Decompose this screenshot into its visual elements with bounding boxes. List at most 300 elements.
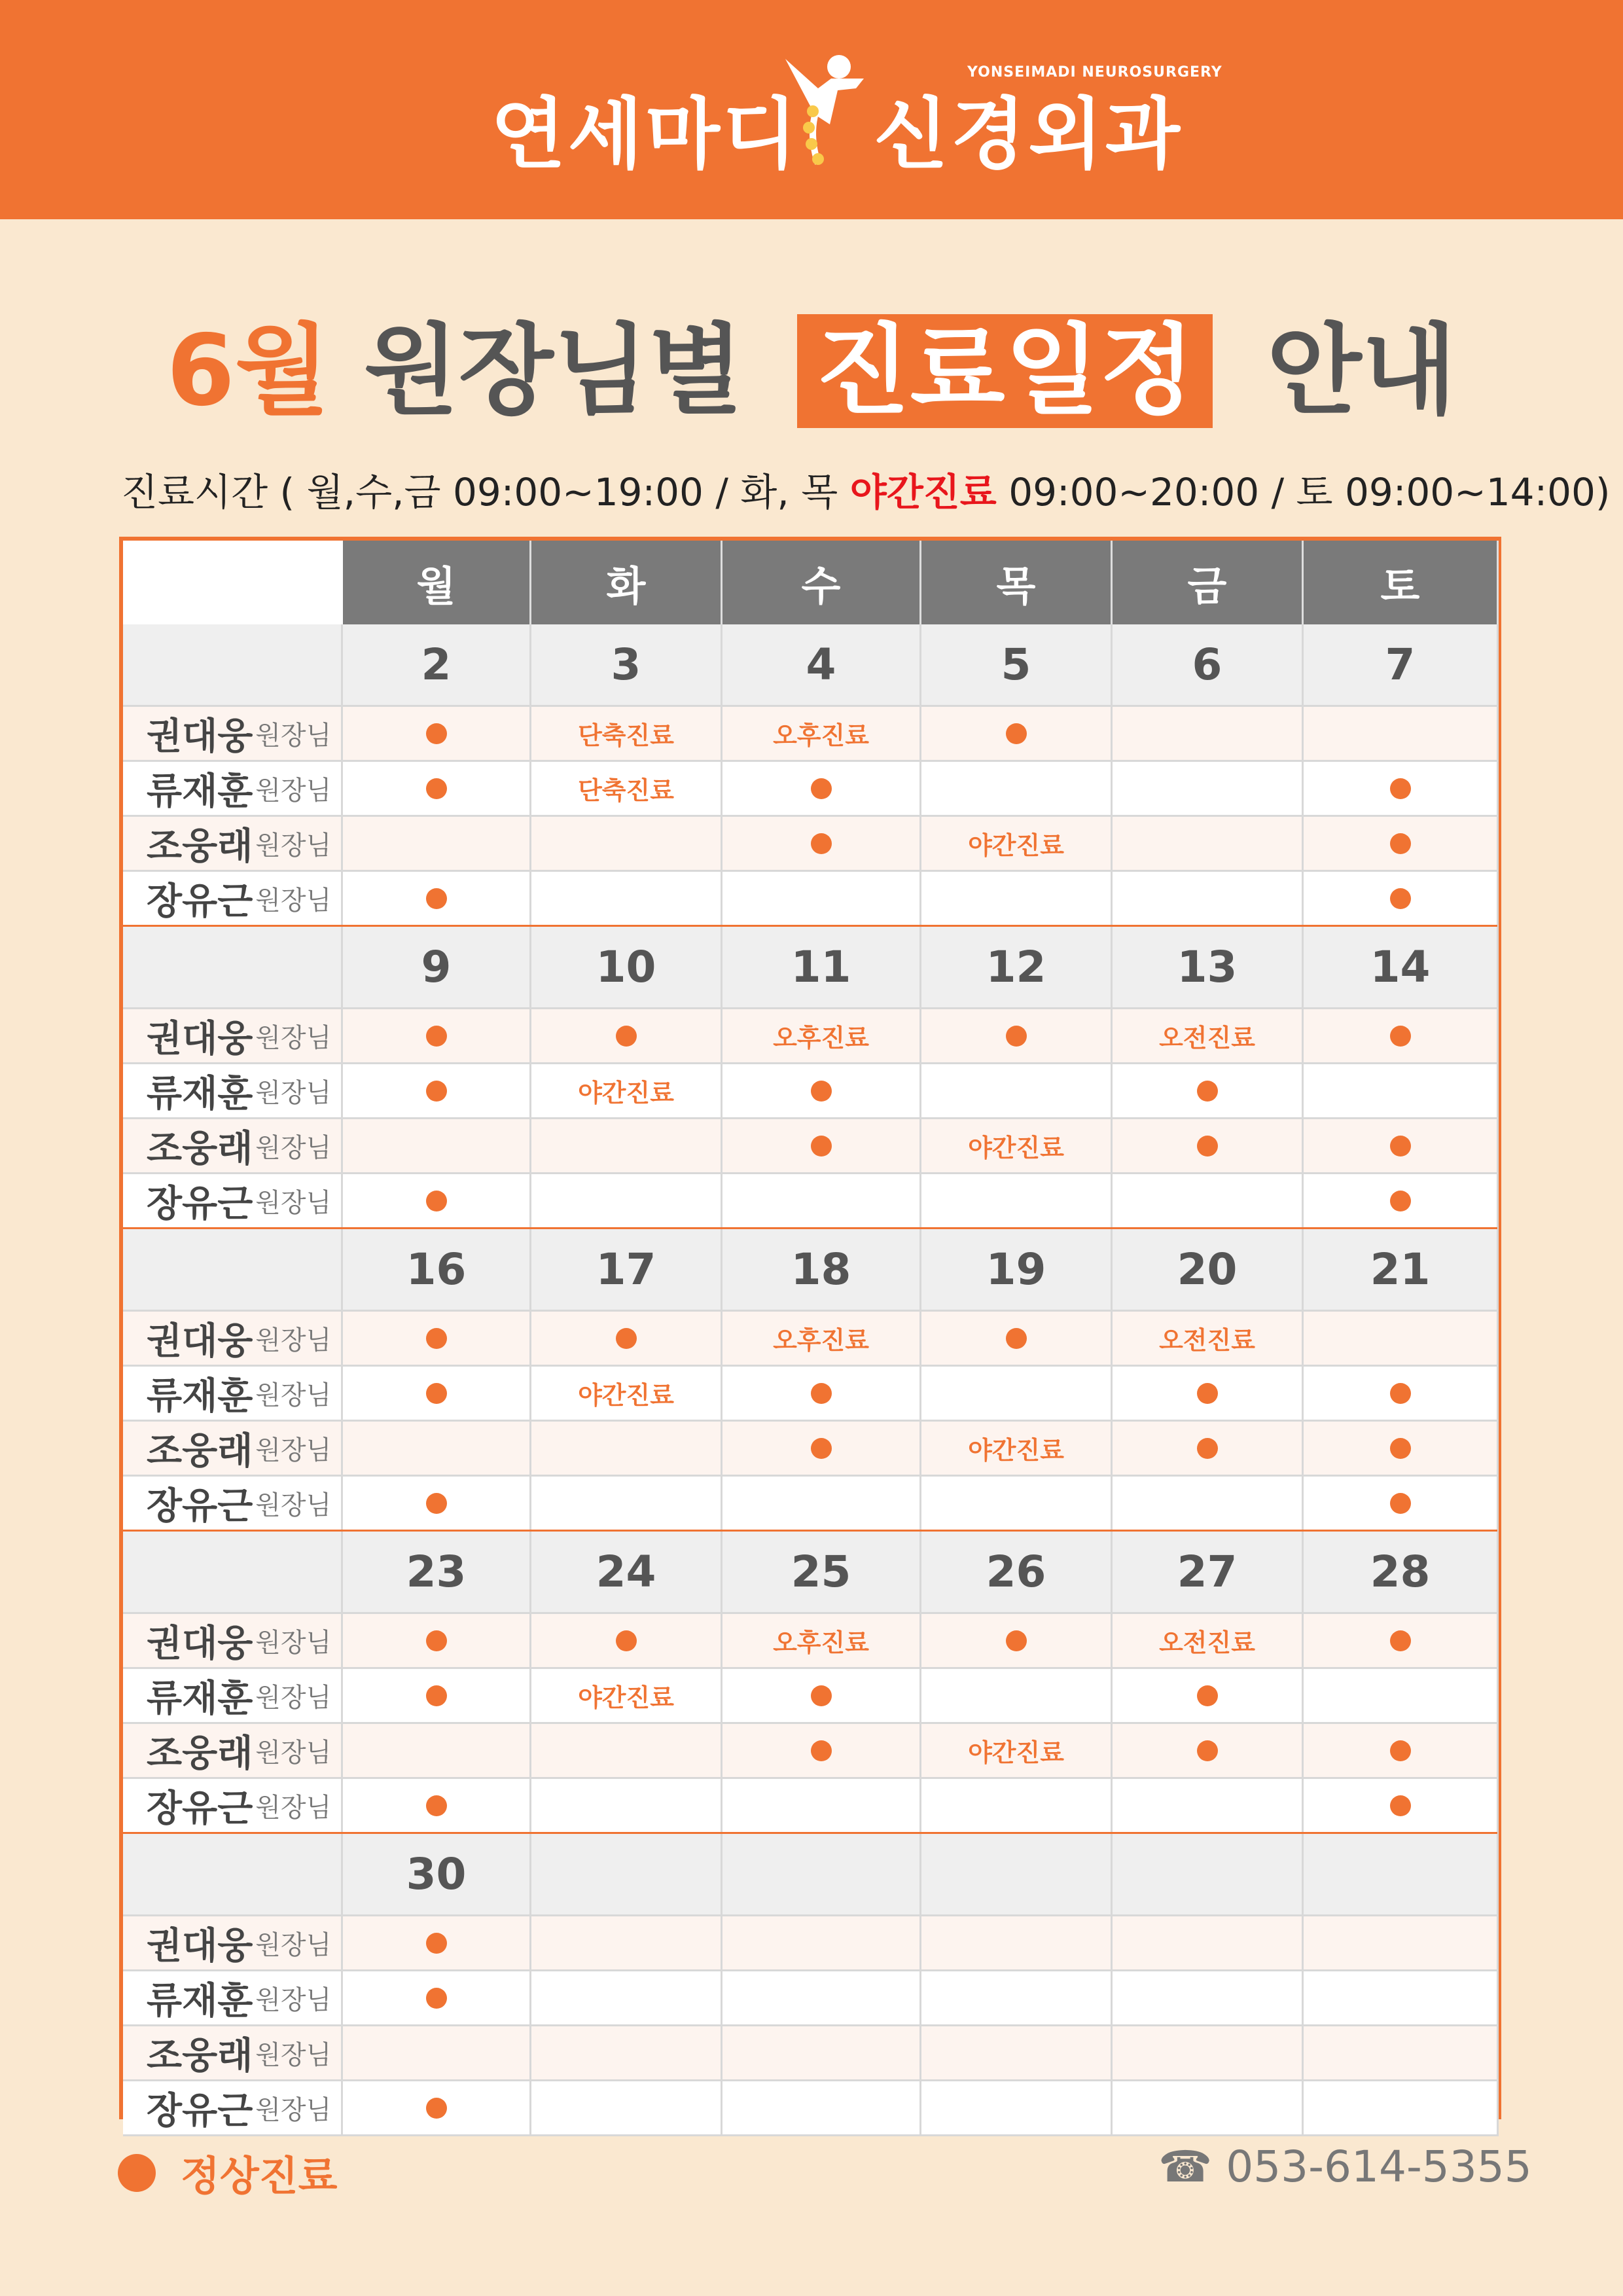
- doctor-name: [123, 1614, 343, 1669]
- schedule-cell: [1113, 1614, 1304, 1669]
- schedule-cell: [343, 1916, 531, 1971]
- doctor-title-suffix: 원장님: [255, 1683, 332, 1713]
- doctor-title-suffix: 원장님: [255, 1023, 332, 1053]
- date-cell: [921, 1834, 1113, 1916]
- date-cell: 27: [1113, 1532, 1304, 1614]
- doctor-title-suffix: 원장님: [255, 721, 332, 751]
- title-part2: 안내: [1266, 314, 1457, 428]
- normal-clinic-dot-icon: [1390, 1740, 1411, 1761]
- date-cell: 9: [343, 927, 531, 1009]
- header-corner: [123, 541, 343, 624]
- schedule-cell: [1304, 1971, 1499, 2026]
- doctor-title-suffix: 원장님: [255, 1325, 332, 1355]
- schedule-cell: [921, 1009, 1113, 1064]
- hours-prefix: 진료시간 ( 월,수,금 09:00~19:00 / 화, 목: [121, 470, 850, 514]
- hours-night-label: 야간진료: [849, 470, 997, 514]
- schedule-cell: [343, 1009, 531, 1064]
- schedule-cell: [921, 762, 1113, 817]
- doctor-name-text: 권대웅: [147, 1924, 253, 1967]
- phone-icon: ☎: [1158, 2142, 1213, 2192]
- schedule-cell: [722, 1119, 921, 1174]
- schedule-note: 야간진료: [578, 1079, 674, 1107]
- doctor-name-text: 류재훈: [147, 770, 253, 813]
- schedule-cell: [1304, 1174, 1499, 1229]
- schedule-cell: [343, 2026, 531, 2081]
- schedule-cell: [531, 1971, 722, 2026]
- schedule-cell: [1304, 1779, 1499, 1834]
- date-cell: [1304, 1834, 1499, 1916]
- schedule-cell: [1113, 1971, 1304, 2026]
- schedule-cell: [1304, 1367, 1499, 1422]
- schedule-cell: [1304, 1477, 1499, 1532]
- normal-clinic-dot-icon: [811, 833, 832, 854]
- normal-clinic-dot-icon: [1390, 1493, 1411, 1514]
- logo-text-right: 신경외과: [874, 89, 1183, 179]
- doctor-name: [123, 1009, 343, 1064]
- schedule-cell: [1304, 1669, 1499, 1724]
- schedule-cell: [531, 1367, 722, 1422]
- schedule-cell: [722, 1669, 921, 1724]
- doctor-name-text: 조웅래: [147, 1429, 253, 1473]
- weekday-header: 토: [1304, 541, 1499, 624]
- schedule-cell: [921, 1669, 1113, 1724]
- date-cell: 2: [343, 624, 531, 707]
- date-cell: 25: [722, 1532, 921, 1614]
- schedule-cell: [531, 1614, 722, 1669]
- doctor-name: [123, 1724, 343, 1779]
- header-bar: [0, 0, 1623, 219]
- schedule-cell: [1113, 1312, 1304, 1367]
- schedule-cell: [722, 1009, 921, 1064]
- schedule-cell: [1113, 1724, 1304, 1779]
- doctor-title-suffix: 원장님: [255, 2040, 332, 2070]
- schedule-cell: [343, 2081, 531, 2136]
- doctor-title-suffix: 원장님: [255, 1435, 332, 1465]
- doctor-name: [123, 1477, 343, 1532]
- doctor-title-suffix: 원장님: [255, 886, 332, 916]
- schedule-cell: [1304, 707, 1499, 762]
- doctor-name: [123, 707, 343, 762]
- schedule-cell: [531, 1174, 722, 1229]
- doctor-title-suffix: 원장님: [255, 1078, 332, 1108]
- weekday-header: 목: [921, 541, 1113, 624]
- doctor-name: [123, 1422, 343, 1477]
- doctor-name-text: 류재훈: [147, 1072, 253, 1115]
- schedule-cell: [921, 1119, 1113, 1174]
- schedule-cell: [722, 1971, 921, 2026]
- schedule-cell: [921, 707, 1113, 762]
- schedule-note: 야간진료: [968, 1738, 1064, 1767]
- doctor-name: [123, 1669, 343, 1724]
- normal-clinic-dot-icon: [426, 1328, 447, 1349]
- schedule-cell: [1113, 1779, 1304, 1834]
- logo-text-left: 연세마디: [491, 89, 800, 179]
- schedule-cell: [343, 1779, 531, 1834]
- schedule-note: 오후진료: [773, 1628, 869, 1657]
- schedule-cell: [343, 1064, 531, 1119]
- normal-clinic-dot-icon: [426, 1026, 447, 1047]
- date-cell: 6: [1113, 624, 1304, 707]
- legend-label: 정상진료: [181, 2152, 338, 2200]
- schedule-cell: [1304, 817, 1499, 872]
- schedule-cell: [531, 707, 722, 762]
- date-cell: 23: [343, 1532, 531, 1614]
- doctor-title-suffix: 원장님: [255, 1380, 332, 1410]
- normal-clinic-dot-icon: [426, 778, 447, 799]
- doctor-name-text: 권대웅: [147, 1319, 253, 1363]
- phone-text: 053-614-5355: [1226, 2142, 1532, 2192]
- normal-clinic-dot-icon: [1197, 1740, 1218, 1761]
- schedule-cell: [1304, 1064, 1499, 1119]
- schedule-cell: [722, 1614, 921, 1669]
- date-cell: 28: [1304, 1532, 1499, 1614]
- schedule-cell: [921, 872, 1113, 927]
- date-cell: 3: [531, 624, 722, 707]
- doctor-name-text: 권대웅: [147, 715, 253, 758]
- schedule-cell: [722, 1779, 921, 1834]
- doctor-name-text: 장유근: [147, 2089, 253, 2132]
- normal-clinic-dot-icon: [1390, 833, 1411, 854]
- date-row-label: [123, 927, 343, 1009]
- doctor-title-suffix: 원장님: [255, 1930, 332, 1960]
- schedule-cell: [343, 1119, 531, 1174]
- schedule-cell: [531, 1779, 722, 1834]
- schedule-cell: [531, 1669, 722, 1724]
- schedule-cell: [1304, 1916, 1499, 1971]
- schedule-cell: [1113, 1669, 1304, 1724]
- normal-clinic-dot-icon: [1390, 1383, 1411, 1404]
- date-cell: 30: [343, 1834, 531, 1916]
- doctor-name: [123, 1312, 343, 1367]
- normal-clinic-dot-icon: [1006, 1630, 1027, 1651]
- logo-english-text: YONSEIMADI NEUROSURGERY: [967, 64, 1222, 81]
- schedule-cell: [921, 1312, 1113, 1367]
- doctor-name-text: 권대웅: [147, 1017, 253, 1060]
- doctor-name-text: 조웅래: [147, 1127, 253, 1170]
- date-cell: [722, 1834, 921, 1916]
- schedule-note: 야간진료: [968, 1436, 1064, 1465]
- normal-clinic-dot-icon: [1006, 1328, 1027, 1349]
- doctor-title-suffix: 원장님: [255, 776, 332, 806]
- schedule-cell: [531, 1064, 722, 1119]
- normal-clinic-dot-icon: [426, 1191, 447, 1211]
- date-row-label: [123, 1532, 343, 1614]
- schedule-cell: [1113, 817, 1304, 872]
- normal-clinic-dot-icon: [1197, 1438, 1218, 1459]
- normal-clinic-dot-icon: [1006, 1026, 1027, 1047]
- schedule-cell: [1113, 1064, 1304, 1119]
- schedule-cell: [343, 1422, 531, 1477]
- normal-clinic-dot-icon: [1390, 1136, 1411, 1157]
- weekday-header: 수: [722, 541, 921, 624]
- schedule-note: 단축진료: [578, 776, 674, 805]
- schedule-note: 오전진료: [1159, 1024, 1255, 1052]
- doctor-title-suffix: 원장님: [255, 1738, 332, 1768]
- schedule-note: 야간진료: [968, 1134, 1064, 1162]
- doctor-name-text: 조웅래: [147, 825, 253, 868]
- doctor-name: [123, 1779, 343, 1834]
- schedule-cell: [343, 817, 531, 872]
- normal-clinic-dot-icon: [811, 1438, 832, 1459]
- date-row-label: [123, 1229, 343, 1312]
- weekday-header: 월: [343, 541, 531, 624]
- schedule-note: 오후진료: [773, 721, 869, 750]
- schedule-cell: [722, 1367, 921, 1422]
- date-cell: 13: [1113, 927, 1304, 1009]
- doctor-name: [123, 1367, 343, 1422]
- doctor-name: [123, 1064, 343, 1119]
- schedule-cell: [531, 2026, 722, 2081]
- doctor-name: [123, 2026, 343, 2081]
- doctor-title-suffix: 원장님: [255, 1490, 332, 1520]
- schedule-cell: [1304, 1009, 1499, 1064]
- doctor-name: [123, 1174, 343, 1229]
- date-cell: 12: [921, 927, 1113, 1009]
- normal-clinic-dot-icon: [811, 1383, 832, 1404]
- schedule-cell: [1304, 872, 1499, 927]
- hours-suffix: 09:00~20:00 / 토 09:00~14:00): [996, 470, 1611, 514]
- normal-clinic-dot-icon: [1197, 1685, 1218, 1706]
- schedule-cell: [1113, 1367, 1304, 1422]
- doctor-title-suffix: 원장님: [255, 1133, 332, 1163]
- doctor-title-suffix: 원장님: [255, 1793, 332, 1823]
- schedule-cell: [722, 1724, 921, 1779]
- schedule-cell: [722, 1174, 921, 1229]
- schedule-cell: [921, 1064, 1113, 1119]
- schedule-cell: [921, 1367, 1113, 1422]
- date-cell: 14: [1304, 927, 1499, 1009]
- schedule-cell: [1304, 1312, 1499, 1367]
- schedule-cell: [343, 1312, 531, 1367]
- doctor-name: [123, 1916, 343, 1971]
- schedule-cell: [722, 2081, 921, 2136]
- normal-clinic-dot-icon: [811, 1685, 832, 1706]
- date-cell: 16: [343, 1229, 531, 1312]
- schedule-cell: [722, 707, 921, 762]
- schedule-cell: [1304, 1422, 1499, 1477]
- date-cell: 26: [921, 1532, 1113, 1614]
- date-cell: 20: [1113, 1229, 1304, 1312]
- schedule-note: 야간진료: [968, 831, 1064, 860]
- normal-clinic-dot-icon: [1390, 1026, 1411, 1047]
- schedule-cell: [1304, 762, 1499, 817]
- schedule-cell: [921, 1779, 1113, 1834]
- schedule-cell: [1113, 2026, 1304, 2081]
- normal-clinic-dot-icon: [616, 1630, 637, 1651]
- schedule-cell: [343, 1174, 531, 1229]
- date-cell: 4: [722, 624, 921, 707]
- normal-clinic-dot-icon: [426, 1383, 447, 1404]
- doctor-name-text: 류재훈: [147, 1677, 253, 1720]
- schedule-cell: [921, 1724, 1113, 1779]
- normal-clinic-dot-icon: [616, 1328, 637, 1349]
- normal-clinic-dot-icon: [426, 1933, 447, 1954]
- schedule-cell: [343, 872, 531, 927]
- normal-clinic-dot-icon: [1006, 723, 1027, 744]
- schedule-cell: [343, 707, 531, 762]
- schedule-cell: [1113, 1916, 1304, 1971]
- date-cell: 7: [1304, 624, 1499, 707]
- doctor-title-suffix: 원장님: [255, 1188, 332, 1218]
- schedule-cell: [531, 1916, 722, 1971]
- schedule-cell: [1304, 2026, 1499, 2081]
- doctor-title-suffix: 원장님: [255, 2095, 332, 2125]
- schedule-cell: [722, 1916, 921, 1971]
- doctor-name-text: 조웅래: [147, 2034, 253, 2077]
- normal-clinic-dot-icon: [1390, 1795, 1411, 1816]
- schedule-cell: [531, 1477, 722, 1532]
- schedule-cell: [531, 1009, 722, 1064]
- normal-clinic-dot-icon: [1390, 1630, 1411, 1651]
- schedule-note: 오전진료: [1159, 1326, 1255, 1355]
- doctor-name-text: 장유근: [147, 880, 253, 923]
- normal-clinic-dot-icon: [811, 778, 832, 799]
- schedule-cell: [531, 762, 722, 817]
- schedule-cell: [1113, 1119, 1304, 1174]
- normal-clinic-dot-icon: [426, 1630, 447, 1651]
- title-part1: 원장님별: [364, 314, 743, 428]
- phone-number: [1158, 2142, 1532, 2192]
- date-cell: 21: [1304, 1229, 1499, 1312]
- doctor-name-text: 류재훈: [147, 1374, 253, 1418]
- schedule-cell: [1113, 1174, 1304, 1229]
- doctor-name-text: 장유근: [147, 1182, 253, 1225]
- doctor-name: [123, 762, 343, 817]
- normal-clinic-dot-icon: [1197, 1383, 1218, 1404]
- weekday-header: 화: [531, 541, 722, 624]
- schedule-note: 오후진료: [773, 1326, 869, 1355]
- normal-clinic-dot-icon: [426, 1685, 447, 1706]
- schedule-table: [119, 537, 1501, 2132]
- normal-clinic-dot-icon: [1390, 888, 1411, 909]
- normal-clinic-dot-icon: [426, 723, 447, 744]
- normal-clinic-dot-icon: [811, 1081, 832, 1102]
- date-cell: 5: [921, 624, 1113, 707]
- normal-clinic-dot-icon: [1197, 1136, 1218, 1157]
- doctor-name-text: 류재훈: [147, 1979, 253, 2022]
- schedule-cell: [343, 1477, 531, 1532]
- doctor-name-text: 권대웅: [147, 1622, 253, 1665]
- doctor-title-suffix: 원장님: [255, 831, 332, 861]
- normal-clinic-dot-icon: [426, 2098, 447, 2119]
- schedule-note: 단축진료: [578, 721, 674, 750]
- schedule-cell: [722, 1477, 921, 1532]
- date-cell: [531, 1834, 722, 1916]
- schedule-cell: [921, 1614, 1113, 1669]
- schedule-cell: [531, 1422, 722, 1477]
- date-cell: [1113, 1834, 1304, 1916]
- schedule-cell: [921, 1174, 1113, 1229]
- normal-clinic-dot-icon: [1390, 1438, 1411, 1459]
- schedule-cell: [343, 1724, 531, 1779]
- date-cell: 24: [531, 1532, 722, 1614]
- schedule-cell: [722, 872, 921, 927]
- normal-clinic-dot-icon: [811, 1740, 832, 1761]
- schedule-cell: [722, 817, 921, 872]
- date-cell: 17: [531, 1229, 722, 1312]
- schedule-note: 야간진료: [578, 1683, 674, 1712]
- date-cell: 19: [921, 1229, 1113, 1312]
- schedule-cell: [343, 1614, 531, 1669]
- schedule-cell: [722, 1064, 921, 1119]
- schedule-cell: [722, 2026, 921, 2081]
- title-month: 6월: [166, 314, 330, 428]
- doctor-name-text: 조웅래: [147, 1732, 253, 1775]
- schedule-cell: [531, 817, 722, 872]
- doctor-title-suffix: 원장님: [255, 1628, 332, 1658]
- schedule-cell: [722, 762, 921, 817]
- schedule-cell: [1113, 707, 1304, 762]
- schedule-cell: [722, 1312, 921, 1367]
- schedule-cell: [1113, 1477, 1304, 1532]
- normal-clinic-dot-icon: [426, 1493, 447, 1514]
- schedule-cell: [1113, 762, 1304, 817]
- schedule-cell: [343, 1367, 531, 1422]
- schedule-note: 야간진료: [578, 1381, 674, 1410]
- normal-clinic-dot-icon: [426, 888, 447, 909]
- schedule-cell: [1113, 1422, 1304, 1477]
- schedule-cell: [921, 1422, 1113, 1477]
- normal-clinic-dot-icon: [426, 1795, 447, 1816]
- schedule-cell: [531, 1312, 722, 1367]
- date-cell: 11: [722, 927, 921, 1009]
- schedule-cell: [343, 1669, 531, 1724]
- schedule-cell: [722, 1422, 921, 1477]
- normal-clinic-dot-icon: [616, 1026, 637, 1047]
- date-cell: 10: [531, 927, 722, 1009]
- schedule-cell: [921, 2081, 1113, 2136]
- normal-clinic-dot-icon: [426, 1081, 447, 1102]
- schedule-cell: [921, 1477, 1113, 1532]
- normal-clinic-dot-icon: [811, 1136, 832, 1157]
- normal-clinic-dot-icon: [1390, 778, 1411, 799]
- doctor-name-text: 장유근: [147, 1787, 253, 1830]
- legend: [118, 2144, 338, 2202]
- page-title: [0, 291, 1623, 433]
- schedule-cell: [1113, 2081, 1304, 2136]
- schedule-note: 오전진료: [1159, 1628, 1255, 1657]
- title-highlight: 진료일정: [797, 314, 1213, 428]
- schedule-cell: [921, 817, 1113, 872]
- date-row-label: [123, 1834, 343, 1916]
- doctor-name-text: 장유근: [147, 1484, 253, 1528]
- schedule-cell: [921, 2026, 1113, 2081]
- schedule-cell: [1113, 872, 1304, 927]
- schedule-cell: [531, 872, 722, 927]
- spine-person-icon: [779, 52, 877, 170]
- schedule-cell: [1304, 1724, 1499, 1779]
- schedule-cell: [1304, 1119, 1499, 1174]
- schedule-cell: [343, 1971, 531, 2026]
- date-cell: 18: [722, 1229, 921, 1312]
- schedule-cell: [921, 1971, 1113, 2026]
- doctor-name: [123, 1119, 343, 1174]
- normal-clinic-dot-icon: [1197, 1081, 1218, 1102]
- schedule-cell: [531, 1724, 722, 1779]
- schedule-cell: [343, 762, 531, 817]
- weekday-header: 금: [1113, 541, 1304, 624]
- normal-clinic-dot-icon: [1390, 1191, 1411, 1211]
- doctor-name: [123, 872, 343, 927]
- logo: [0, 46, 1623, 177]
- schedule-cell: [1304, 2081, 1499, 2136]
- doctor-name: [123, 817, 343, 872]
- schedule-cell: [531, 2081, 722, 2136]
- schedule-cell: [1113, 1009, 1304, 1064]
- doctor-name: [123, 1971, 343, 2026]
- doctor-title-suffix: 원장님: [255, 1985, 332, 2015]
- clinic-hours: [121, 461, 1611, 516]
